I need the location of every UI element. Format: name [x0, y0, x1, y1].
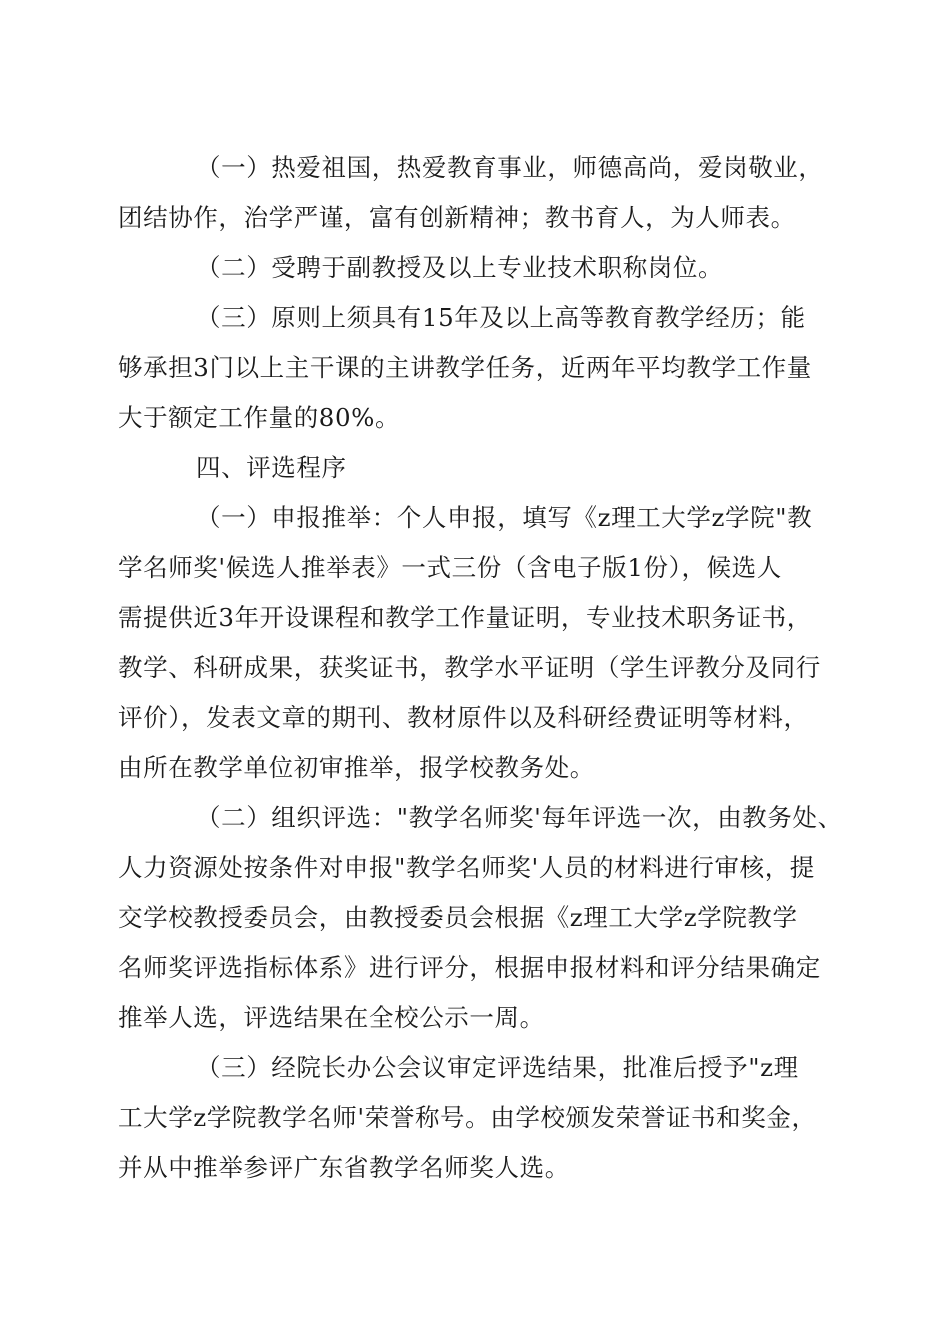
paragraph-line: 人力资源处按条件对申报"教学名师奖'人员的材料进行审核，提 [118, 853, 815, 882]
paragraph-line: （一）热爱祖国，热爱教育事业，师德高尚，爱岗敬业， [196, 153, 824, 182]
paragraph-line: 工大学z学院教学名师'荣誉称号。由学校颁发荣誉证书和奖金， [118, 1103, 817, 1132]
paragraph-line: 交学校教授委员会，由教授委员会根据《z理工大学z学院教学 [118, 903, 798, 932]
paragraph-line: （三）原则上须具有15年及以上高等教育教学经历；能 [196, 303, 806, 332]
paragraph-line: 学名师奖'候选人推举表》一式三份（含电子版1份），候选人 [118, 553, 782, 582]
paragraph-line: （二）受聘于副教授及以上专业技术职称岗位。 [196, 253, 724, 282]
paragraph-line: 并从中推举参评广东省教学名师奖人选。 [118, 1153, 570, 1182]
paragraph-line: 大于额定工作量的80%。 [118, 403, 401, 432]
paragraph-line: 推举人选，评选结果在全校公示一周。 [118, 1003, 545, 1032]
paragraph-line: （一）申报推举：个人申报，填写《z理工大学z学院"教 [196, 503, 813, 532]
paragraph-line: （二）组织评选："教学名师奖'每年评选一次，由教务处、 [196, 803, 843, 832]
paragraph-line: 团结协作，治学严谨，富有创新精神；教书育人，为人师表。 [118, 203, 796, 232]
paragraph-line: 名师奖评选指标体系》进行评分，根据申报材料和评分结果确定 [118, 953, 821, 982]
paragraph-line: 教学、科研成果，获奖证书，教学水平证明（学生评教分及同行 [118, 653, 821, 682]
paragraph-line: 够承担3门以上主干课的主讲教学任务，近两年平均教学工作量 [118, 353, 812, 382]
section-heading: 四、评选程序 [196, 453, 347, 482]
paragraph-line: 需提供近3年开设课程和教学工作量证明，专业技术职务证书， [118, 603, 812, 632]
paragraph-line: （三）经院长办公会议审定评选结果，批准后授予"z理 [196, 1053, 799, 1082]
paragraph-line: 由所在教学单位初审推举，报学校教务处。 [118, 753, 595, 782]
paragraph-line: 评价），发表文章的期刊、教材原件以及科研经费证明等材料， [118, 703, 809, 732]
